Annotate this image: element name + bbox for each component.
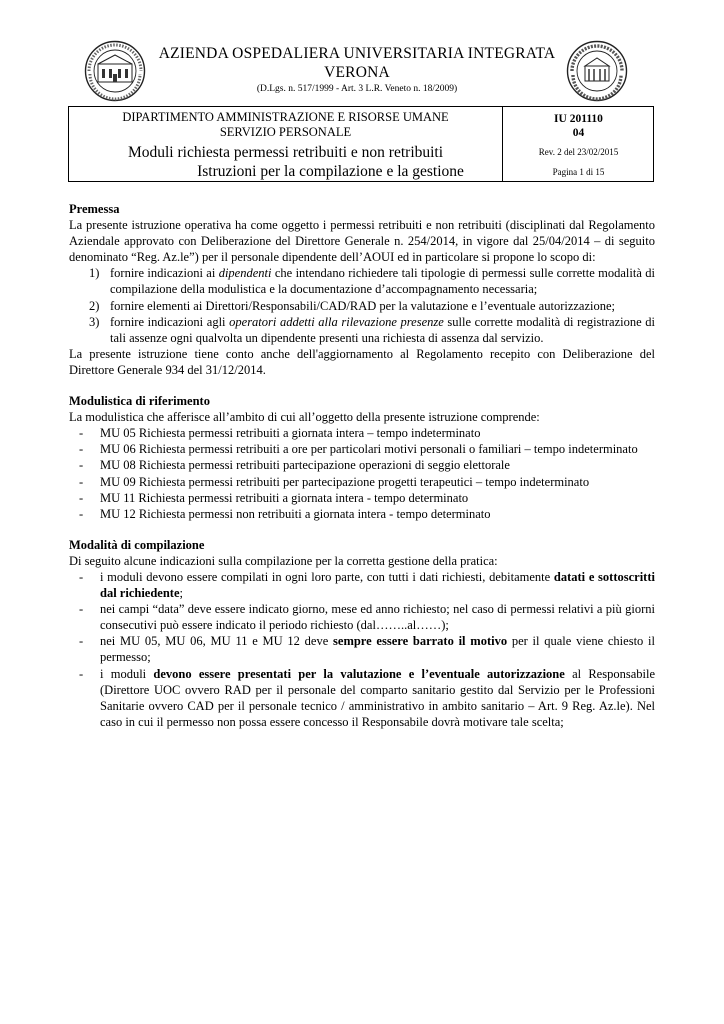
- list-item-text: fornire elementi ai Direttori/Responsabili/CAD/RAD per la valutazione e l’eventuale autorizzazione;: [110, 298, 616, 313]
- list-bullet: -: [79, 569, 84, 584]
- organization-legal-reference: (D.Lgs. n. 517/1999 - Art. 3 L.R. Veneto n. 18/2009): [256, 84, 458, 94]
- list-item: [69, 457, 655, 473]
- document-title-line1: Moduli richiesta permessi retribuiti e non retribuiti: [127, 144, 444, 161]
- hospital-logo-icon: [84, 40, 146, 102]
- list-item-text: per il quale viene chiesto il permesso;: [100, 634, 655, 665]
- list-item-text: nei MU 05, MU 06, MU 11 e MU 12 deve: [100, 634, 334, 649]
- list-item-text: MU 11 Richiesta permessi retribuiti a giornata intera - tempo determinato: [100, 490, 469, 505]
- document-code-version: 04: [572, 127, 585, 139]
- list-item-emphasis: dipendenti: [218, 266, 272, 281]
- document-title-line2: Istruzioni per la compilazione e la gestione: [197, 163, 464, 180]
- list-number: 3): [89, 314, 100, 329]
- compilazione-list: [69, 569, 655, 730]
- list-item: [69, 298, 655, 314]
- list-bullet: -: [79, 634, 84, 649]
- list-bullet: -: [79, 490, 84, 505]
- document-code-number: IU 201110: [554, 113, 603, 125]
- department-block: [69, 110, 502, 140]
- list-item-text: MU 09 Richiesta permessi retribuiti per partecipazione progetti terapeutici – tempo indeterminato: [100, 474, 590, 489]
- modulistica-list: [69, 425, 655, 522]
- document-body: [69, 201, 655, 730]
- list-item-text: fornire indicazioni ai: [110, 266, 219, 281]
- list-item-text: MU 05 Richiesta permessi retribuiti a giornata intera – tempo indeterminato: [100, 426, 481, 441]
- list-item: [69, 601, 655, 633]
- list-item-text: i moduli devono essere compilati in ogni loro parte, con tutti i dati richiesti, debitamente: [100, 569, 554, 584]
- list-item-text: ;: [179, 586, 183, 601]
- premessa-list: [69, 265, 655, 345]
- list-item-text: che intendano richiedere tali tipologie di permessi sulle corrette modalità di compilazione della modulistica e la documentazione d’accompagnamento necessaria;: [110, 266, 655, 297]
- section-heading-premessa: Premessa: [69, 202, 120, 216]
- list-item: [69, 633, 655, 665]
- list-item: [69, 425, 655, 441]
- department-name: DIPARTIMENTO AMMINISTRAZIONE E RISORSE UMANE: [122, 110, 449, 124]
- list-bullet: -: [79, 602, 84, 617]
- list-item-emphasis: operatori addetti alla rilevazione presenze: [229, 314, 444, 329]
- organization-name: AZIENDA OSPEDALIERA UNIVERSITARIA INTEGRATA VERONA: [158, 45, 556, 81]
- list-item-text: sulle corrette modalità di registrazione di tali assenze ogni qualvolta un dipendente presenti una richiesta di assenza dal servizio.: [110, 314, 656, 345]
- premessa-intro: La presente istruzione operativa ha come oggetto i permessi retribuiti e non retribuiti (disciplinati dal Regolamento Aziendale approvato con Deliberazione del Direttore Generale n. 254/2014, in vigore dal 25/04/2014 – di seguito denominato “Reg. Az.le”) per il personale dipendente dell’AOUI ed in particolare si propone lo scopo di:: [69, 218, 655, 265]
- list-bullet: -: [79, 426, 84, 441]
- list-item: [69, 265, 655, 297]
- list-item-text: MU 08 Richiesta permessi retribuiti partecipazione operazioni di seggio elettorale: [100, 458, 510, 473]
- list-item-text: i moduli: [100, 666, 154, 681]
- list-item-text: MU 06 Richiesta permessi retribuiti a ore per particolari motivi personali o familiari – tempo indeterminato: [100, 442, 638, 457]
- university-seal-icon: [566, 40, 628, 102]
- document-header-box: [68, 106, 654, 182]
- compilazione-intro: Di seguito alcune indicazioni sulla compilazione per la corretta gestione della pratica:: [69, 553, 498, 568]
- page-number: Pagina 1 di 15: [552, 167, 605, 177]
- list-bullet: -: [79, 442, 84, 457]
- list-bullet: -: [79, 506, 84, 521]
- document-revision: Rev. 2 del 23/02/2015: [538, 147, 619, 157]
- premessa-closing: La presente istruzione tiene conto anche dell'aggiornamento al Regolamento recepito con Deliberazione del Direttore Generale 934 del 31/12/2014.: [69, 346, 655, 377]
- list-item-text: fornire indicazioni agli: [110, 314, 230, 329]
- list-item-text: al Responsabile (Direttore UOC ovvero RAD per il personale del comparto sanitario gestito dal Servizio per le Professioni Sanitarie ovvero CAD per il personale tecnico / amministrativo in ambito sanitario – Art. 9 Reg. Az.le). Nel caso in cui il permesso non possa essere concesso il Responsabile dovrà motivare tale scelta;: [100, 666, 655, 729]
- list-item: [69, 490, 655, 506]
- list-item: [69, 666, 655, 730]
- list-item: [69, 474, 655, 490]
- document-code: [503, 112, 654, 140]
- section-heading-compilazione: Modalità di compilazione: [69, 537, 205, 552]
- list-bullet: -: [79, 666, 84, 681]
- service-name: SERVIZIO PERSONALE: [219, 125, 352, 139]
- modulistica-intro: La modulistica che afferisce all’ambito di cui all’oggetto della presente istruzione comprende:: [69, 410, 540, 425]
- list-number: 1): [89, 266, 100, 281]
- list-item: [69, 441, 655, 457]
- list-bullet: -: [79, 458, 84, 473]
- list-item-bold: devono essere presentati per la valutazione e l’eventuale autorizzazione: [153, 666, 565, 681]
- list-number: 2): [89, 298, 100, 313]
- list-item-bold: datati e sottoscritti dal richiedente: [100, 569, 655, 601]
- list-item: [69, 314, 655, 346]
- list-item-text: MU 12 Richiesta permessi non retribuiti a giornata intera - tempo determinato: [100, 506, 491, 521]
- list-item: [69, 506, 655, 522]
- list-item-bold: sempre essere barrato il motivo: [333, 634, 508, 649]
- list-item: [69, 569, 655, 601]
- list-item-text: nei campi “data” deve essere indicato giorno, mese ed anno richiesto; nel caso di permessi relativi a più giorni consecutivi può essere indicato il periodo richiesto (dal……..al……);: [100, 602, 655, 633]
- section-heading-modulistica: Modulistica di riferimento: [69, 394, 210, 409]
- list-bullet: -: [79, 474, 84, 489]
